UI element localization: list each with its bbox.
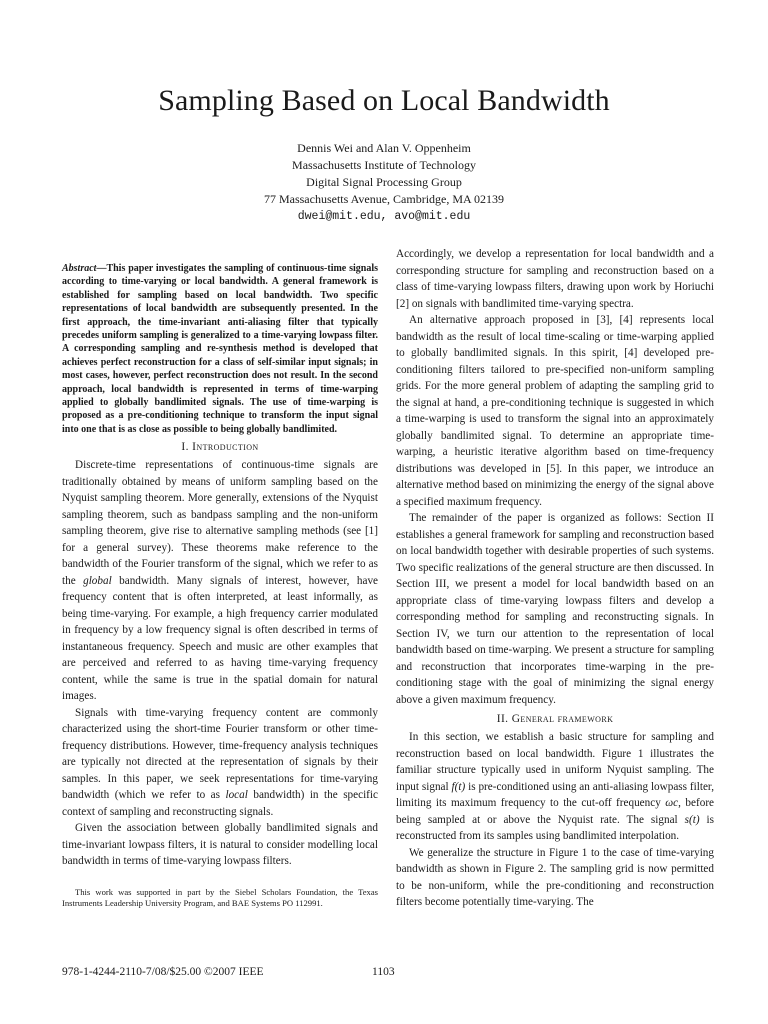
emphasis-global: global <box>83 574 112 587</box>
intro-paragraph-5: An alternative approach proposed in [3], [4] represents local bandwidth as the result of local time-scaling or time-warping applied to globally bandlimited signals. In this spirit, [4] developed pre-conditioning filters tailored to pre-specified non-uniform sampling grids. For the more general problem of adapting the sampling grid to the signal at hand, a pre-conditioning technique is suggested in which a time-warping is used to transform the signal into an approximately globally bandlimited signal. To determine an appropriate time-warping, a heuristic iterative algorithm based on time-frequency distributions was developed in [5]. In this paper, we introduce an alternative method based on minimizing the energy of the signal above a specified maximum frequency. <box>396 314 714 508</box>
section-heading-introduction: I. Introduction <box>181 441 259 454</box>
math-f-of-t: f(t) <box>451 780 466 793</box>
author-group: Digital Signal Processing Group <box>306 175 462 189</box>
author-block <box>0 140 768 225</box>
text-run: is reconstructed from its samples using bandlimited interpolation. <box>396 813 714 842</box>
text-run: In this section, we establish a basic structure for sampling and reconstruction based on local bandwidth. Figure 1 illustrates the familiar structure typically used in uniform Nyquist sampling. The input signal <box>396 731 714 793</box>
text-run: , before being sampled at or above the Nyquist rate. The signal <box>396 797 715 826</box>
intro-paragraph-1 <box>62 457 378 705</box>
text-run: bandwidth) in the specific context of sampling and reconstructing signals. <box>62 789 378 818</box>
emphasis-local: local <box>225 789 248 802</box>
abstract <box>62 262 378 436</box>
intro-paragraph-4: Accordingly, we develop a representation for local bandwidth and a corresponding structure for sampling and reconstruction based on a class of time-varying lowpass filters, drawing upon work by Horiuchi [2] on signals with bandlimited time-varying spectra. <box>396 248 714 310</box>
abstract-text: —This paper investigates the sampling of continuous-time signals according to time-varying or local bandwidth. A general framework is established for sampling based on local bandwidth. Two specific representations of local bandwidth are subsequently presented. In the first approach, the time-invariant anti-aliasing filter that typically precedes uniform sampling is generalized to a time-varying lowpass filter. A corresponding sampling and re-synthesis method is developed that achieves perfect reconstruction for a class of self-similar input signals; in most cases, however, perfect reconstruction does not result. In the second approach, local bandwidth is represented in terms of time-warping applied to globally bandlimited signals. The use of time-warping is proposed as a pre-conditioning technique to transform the input signal into one that is as close as possible to being globally bandlimited. <box>62 263 378 435</box>
author-names: Dennis Wei and Alan V. Oppenheim <box>297 141 471 155</box>
right-column <box>396 246 714 911</box>
framework-paragraph-2: We generalize the structure in Figure 1 to the case of time-varying bandwidth as shown in Figure 2. The sampling grid is now permitted to be non-uniform, while the pre-conditioning and reconstruction filters become potentially time-varying. The <box>396 846 714 908</box>
framework-paragraph-1 <box>396 729 714 845</box>
intro-paragraph-2 <box>62 705 378 821</box>
math-omega-c: ωc <box>665 797 679 809</box>
author-emails: dwei@mit.edu, avo@mit.edu <box>297 210 471 223</box>
footer-isbn: 978-1-4244-2110-7/08/$25.00 ©2007 IEEE <box>62 966 264 978</box>
left-column <box>62 244 378 910</box>
math-s-of-t: s(t) <box>684 813 700 826</box>
page-number: 1103 <box>372 966 395 978</box>
author-address: 77 Massachusetts Avenue, Cambridge, MA 02139 <box>263 192 505 206</box>
section-heading-general-framework: II. General framework <box>496 713 614 725</box>
abstract-lead: Abstract <box>62 263 97 274</box>
funding-footnote: This work was supported in part by the Siebel Scholars Foundation, the Texas Instruments Leadership University Program, and BAE Systems PO 112991. <box>62 886 378 909</box>
text-run: Signals with time-varying frequency content are commonly characterized using the short-time Fourier transform or other time-frequency distributions. However, time-frequency analysis techniques are typically not directed at the representation of signals by their samples. In this paper, we seek representations for time-varying bandwidth (which we refer to as <box>62 706 378 802</box>
paper-title: Sampling Based on Local Bandwidth <box>158 84 610 117</box>
intro-paragraph-3: Given the association between globally bandlimited signals and time-invariant lowpass filters, it is natural to consider modelling local bandwidth in terms of time-varying lowpass filters. <box>62 822 378 868</box>
intro-paragraph-6: The remainder of the paper is organized as follows: Section II establishes a general framework for sampling and reconstruction based on local bandwidth together with desirable properties of such systems. Two specific realizations of the general structure are then discussed. In Section III, we present a model for local bandwidth based on an appropriate class of time-varying lowpass filters and develop a corresponding method for sampling and reconstructing signals. In Section IV, we turn our attention to the representation of local bandwidth based on time-warping. We present a structure for sampling and reconstruction that incorporates time-warping in the pre-conditioning stage with the goal of minimizing the signal energy above a given maximum frequency. <box>396 512 714 706</box>
text-run: Discrete-time representations of continuous-time signals are traditionally obtained by means of uniform sampling based on the Nyquist sampling theorem. More generally, extensions of the Nyquist sampling theorem, such as bandpass sampling and the non-uniform sampling theorem, give rise to alternative sampling methods (see [1] for a general survey). These theorems make reference to the bandwidth of the Fourier transform of the signal, which we refer to as the <box>62 459 378 587</box>
text-run: is pre-conditioned using an anti-aliasing lowpass filter, limiting its maximum frequency to the cut-off frequency <box>396 780 714 809</box>
author-affiliation: Massachusetts Institute of Technology <box>292 158 476 172</box>
text-run: bandwidth. Many signals of interest, however, have frequency content that is often interpreted, at least informally, as being time-varying. For example, a high frequency carrier modulated in frequency by a low frequency signal is often described in terms of instantaneous frequency. Speech and music are other examples that are perceived and referred to as having time-varying frequency content, while the same is true in the spatial domain for natural images. <box>62 574 378 703</box>
